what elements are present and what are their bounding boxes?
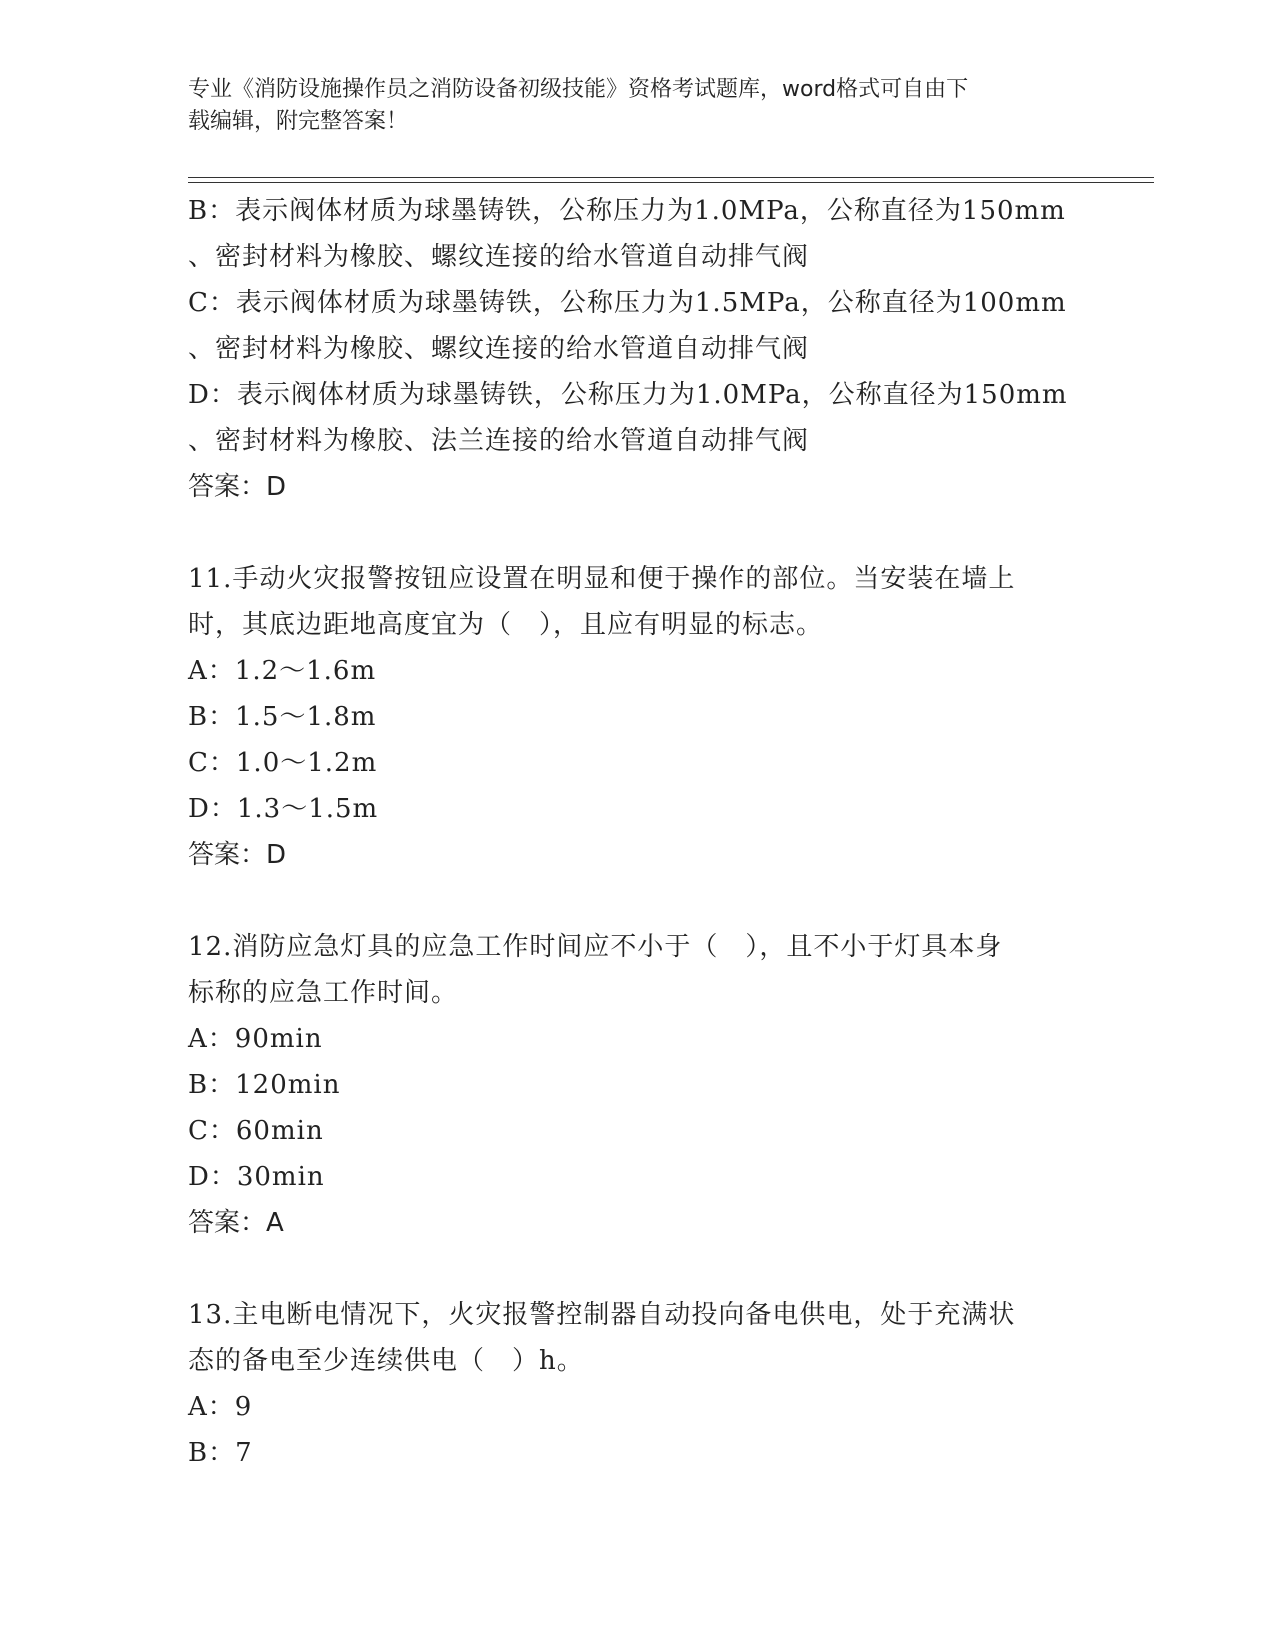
q12-option-b: B：120min [188, 1070, 341, 1100]
q13-option-b: B：7 [188, 1438, 253, 1468]
q10-option-b-line-2: 、密封材料为橡胶、螺纹连接的给水管道自动排气阀 [188, 242, 810, 272]
header-rule-top [188, 177, 1154, 178]
q13-stem-line-2: 态的备电至少连续供电（ ）h。 [188, 1346, 584, 1376]
q12-stem-line-2: 标称的应急工作时间。 [188, 978, 459, 1008]
header-line-2: 载编辑，附完整答案！ [188, 109, 409, 134]
q10-option-c-line-1: C：表示阀体材质为球墨铸铁，公称压力为1.5MPa，公称直径为100mm [188, 288, 1067, 318]
q11-stem-line-2: 时，其底边距地高度宜为（ ），且应有明显的标志。 [188, 610, 824, 640]
question-13 [188, 1292, 1108, 1476]
question-list [188, 188, 1108, 1476]
question-12 [188, 924, 1108, 1246]
q11-option-d: D：1.3～1.5m [188, 794, 379, 824]
q10-option-b-line-1: B：表示阀体材质为球墨铸铁，公称压力为1.0MPa，公称直径为150mm [188, 196, 1066, 226]
q10-option-c-line-2: 、密封材料为橡胶、螺纹连接的给水管道自动排气阀 [188, 334, 810, 364]
q13-option-a: A：9 [188, 1392, 253, 1422]
q11-answer: 答案：D [188, 840, 287, 870]
q12-stem-line-1: 12.消防应急灯具的应急工作时间应不小于（ ），且不小于灯具本身 [188, 932, 1003, 962]
spacer [188, 510, 1108, 556]
q10-option-d-line-1: D：表示阀体材质为球墨铸铁，公称压力为1.0MPa，公称直径为150mm [188, 380, 1068, 410]
spacer [188, 878, 1108, 924]
header-rule-bottom [188, 182, 1154, 183]
q11-stem-line-1: 11.手动火灾报警按钮应设置在明显和便于操作的部位。当安装在墙上 [188, 564, 1016, 594]
q12-option-a: A：90min [188, 1024, 323, 1054]
question-10 [188, 188, 1108, 510]
header-line-1: 专业《消防设施操作员之消防设备初级技能》资格考试题库，word格式可自由下 [188, 77, 969, 102]
q11-option-c: C：1.0～1.2m [188, 748, 378, 778]
q10-answer: 答案：D [188, 472, 287, 502]
q12-option-d: D：30min [188, 1162, 325, 1192]
q10-option-d-line-2: 、密封材料为橡胶、法兰连接的给水管道自动排气阀 [188, 426, 810, 456]
question-11 [188, 556, 1108, 878]
q11-option-b: B：1.5～1.8m [188, 702, 377, 732]
document-header [188, 74, 1088, 138]
q12-answer: 答案：A [188, 1208, 284, 1238]
q12-option-c: C：60min [188, 1116, 324, 1146]
q13-stem-line-1: 13.主电断电情况下，火灾报警控制器自动投向备电供电，处于充满状 [188, 1300, 1016, 1330]
spacer [188, 1246, 1108, 1292]
q11-option-a: A：1.2～1.6m [188, 656, 377, 686]
